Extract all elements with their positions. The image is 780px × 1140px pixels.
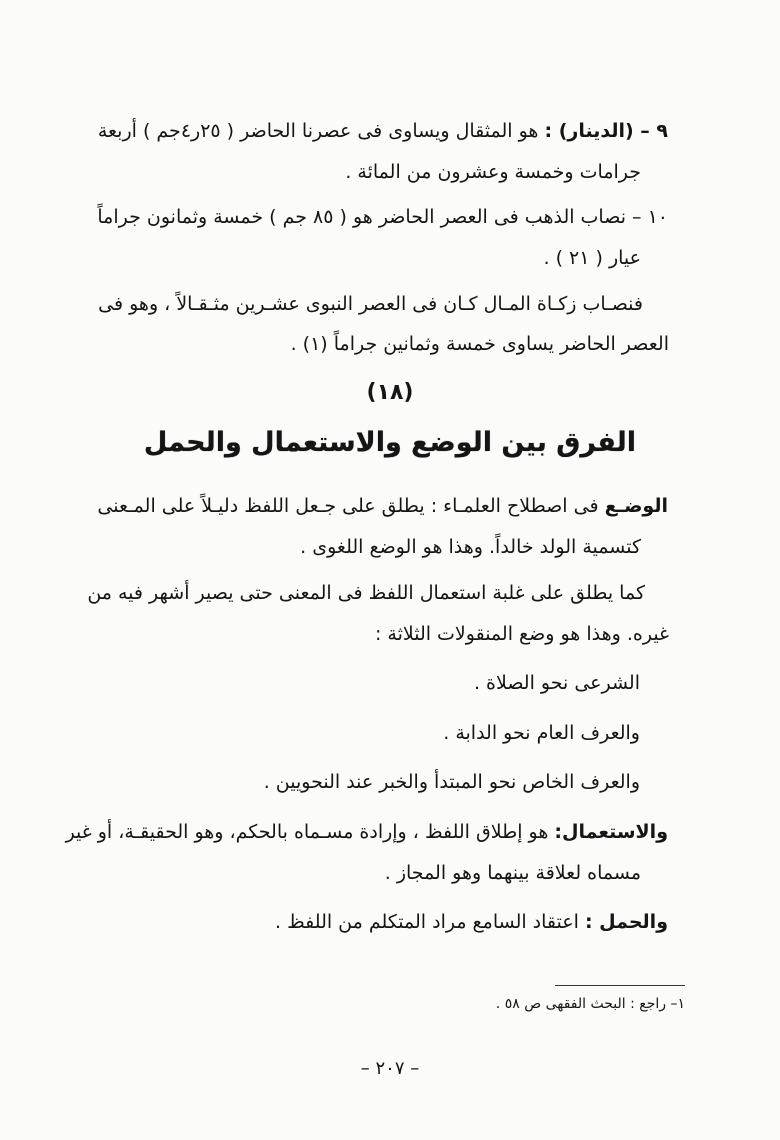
section-title: الفرق بين الوضع والاستعمال والحمل (143, 427, 637, 458)
page-number: – ٢٠٧ – (360, 1058, 420, 1079)
footnote: ١– راجع : البحث الفقهى ص ٥٨ . (495, 996, 685, 1012)
zakat-paragraph-line-1: فنصـاب زكـاة المـال كـان فى العصر النبوى عشـرين مثـقـالاً ، وهو فى (98, 293, 643, 315)
term-wad-label: الوضـع (604, 495, 668, 517)
list-item-urf-aam: والعرف العام نحو الدابة . (443, 722, 640, 744)
term-istimal-label: والاستعمال: (554, 821, 668, 843)
paragraph-9-line-2: جرامات وخمسة وعشرون من المائة . (345, 161, 641, 183)
section-number: (١٨) (366, 380, 414, 405)
definition-wad-line-1 (97, 491, 668, 521)
definition-kama-line-1: كما يطلق على غلبة استعمال اللفظ فى المعنى حتى يصير أشهر فيه من (87, 582, 645, 604)
list-item-sharii: الشرعى نحو الصلاة . (473, 672, 640, 694)
list-item-urf-khas: والعرف الخاص نحو المبتدأ والخبر عند النحويين . (263, 771, 640, 793)
definition-istimal-text: هو إطلاق اللفظ ، وإرادة مسـماه بالحكم، وهو الحقيقـة، أو غير (65, 821, 549, 843)
definition-haml-text: اعتقاد السامع مراد المتكلم من اللفظ . (275, 911, 579, 933)
footnote-divider (555, 985, 685, 986)
term-dinar-label: ٩ – (الدينار) : (544, 120, 668, 142)
definition-wad-line-2: كتسمية الولد خالداً. وهذا هو الوضع اللغوى . (300, 536, 641, 558)
term-haml-label: والحمل : (584, 911, 668, 933)
definition-haml-line (275, 907, 668, 937)
paragraph-9-text: هو المثقال ويساوى فى عصرنا الحاضر ( ٢٥ر٤جم ) أربعة (97, 120, 539, 142)
paragraph-10-line-1: ١٠ – نصاب الذهب فى العصر الحاضر هو ( ٨٥ جم ) خمسة وثمانون جراماً (97, 206, 668, 228)
definition-kama-line-2: غيره. وهذا هو وضع المنقولات الثلاثة : (374, 623, 669, 645)
definition-wad-text: فى اصطلاح العلمـاء : يطلق على جـعل اللفظ دليـلاً على المـعنى (97, 495, 599, 517)
paragraph-10-line-2: عيار ( ٢١ ) . (543, 247, 641, 269)
zakat-paragraph-line-2: العصر الحاضر يساوى خمسة وثمانين جراماً (١) . (290, 333, 669, 355)
paragraph-9-line-1 (97, 116, 668, 146)
definition-istimal-line-1 (65, 817, 668, 847)
definition-istimal-line-2: مسماه لعلاقة بينهما وهو المجاز . (384, 862, 641, 884)
